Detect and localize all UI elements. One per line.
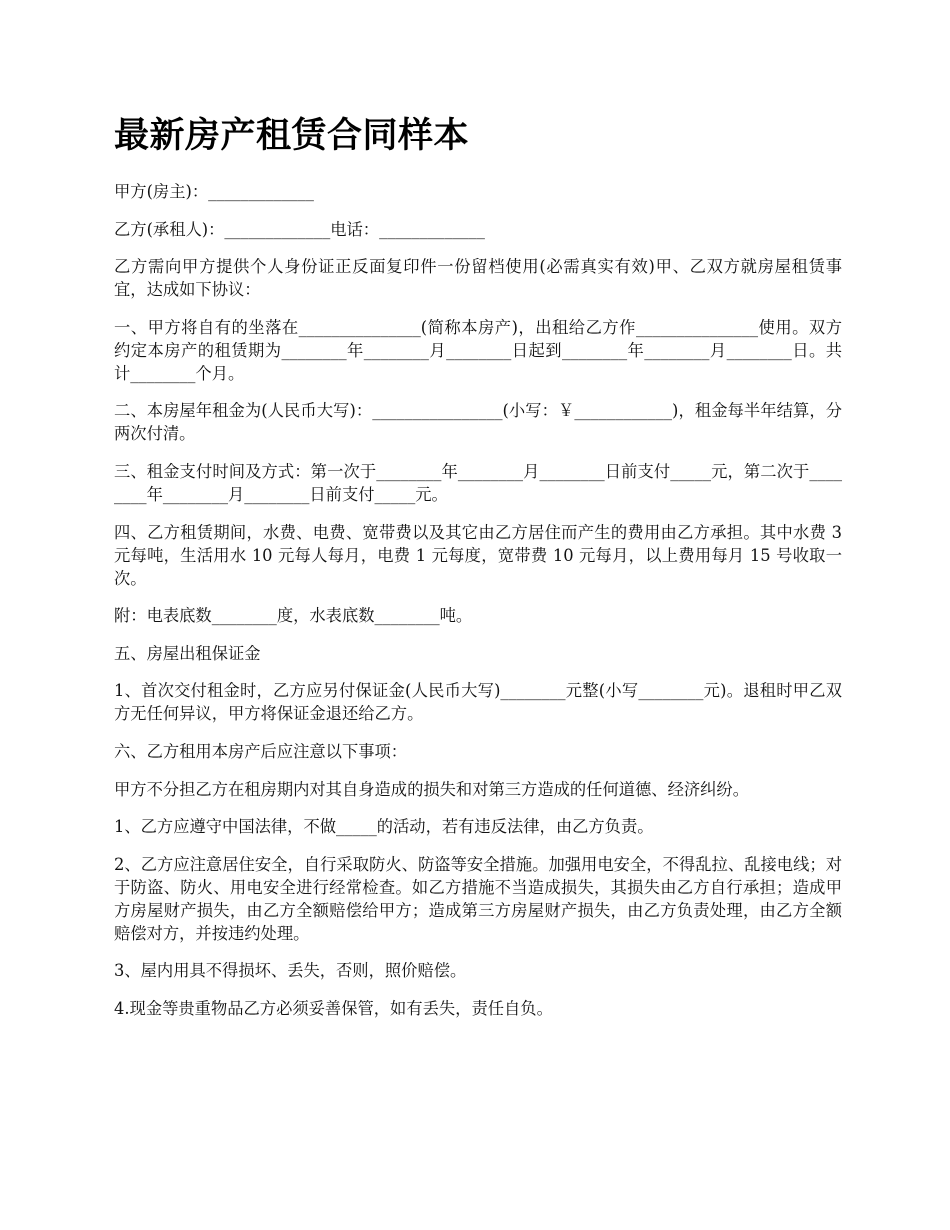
meter-readings: 附：电表底数________度，水表底数________吨。 <box>114 606 473 626</box>
note-item-1: 1、乙方应遵守中国法律，不做_____的活动，若有违反法律，由乙方负责。 <box>114 817 654 837</box>
tenant-line: 乙方(承租人)：_____________电话：_____________ <box>114 219 485 239</box>
note-item-4: 4.现金等贵重物品乙方必须妥善保管，如有丢失，责任自负。 <box>114 998 553 1018</box>
landlord-line: 甲方(房主)：_____________ <box>114 182 314 201</box>
deposit-item-1: 1、首次交付租金时，乙方应另付保证金(人民币大写)________元整(小写________元)。退租时甲乙双方无任何异议，甲方将保证金退还给乙方。 <box>114 681 842 724</box>
document-body <box>114 180 842 1035</box>
clause-2-rent: 二、本房屋年租金为(人民币大写)：________________(小写：￥____________)，租金每半年结算，分两次付清。 <box>114 401 842 444</box>
note-item-2: 2、乙方应注意居住安全，自行采取防火、防盗等安全措施。加强用电安全，不得乱拉、乱接电线；对于防盗、防火、用电安全进行经常检查。如乙方措施不当造成损失，其损失由乙方自行承担；造成甲方房屋财产损失，由乙方全额赔偿给甲方；造成第三方房屋财产损失，由乙方负责处理，由乙方全额赔偿对方，并按违约处理。 <box>114 854 842 943</box>
note-item-3: 3、屋内用具不得损坏、丢失，否则，照价赔偿。 <box>114 961 467 981</box>
liability-disclaimer: 甲方不分担乙方在租房期内对其自身造成的损失和对第三方造成的任何道德、经济纠纷。 <box>114 779 749 799</box>
clause-3-payment: 三、租金支付时间及方式：第一次于________年________月________日前支付_____元，第二次于________年________月________日前支付_____元。 <box>114 461 842 504</box>
document-title: 最新房产租赁合同样本 <box>114 116 470 156</box>
clause-6-heading-notes: 六、乙方租用本房产后应注意以下事项： <box>114 741 408 761</box>
intro-paragraph: 乙方需向甲方提供个人身份证正反面复印件一份留档使用(必需真实有效)甲、乙双方就房屋租赁事宜，达成如下协议： <box>114 257 842 300</box>
clause-1-location-term: 一、甲方将自有的坐落在_______________(简称本房产)，出租给乙方作_______________使用。双方约定本房产的租赁期为________年________月________日起到________年________月________日。共计________个月。 <box>114 317 842 383</box>
clause-4-utilities: 四、乙方租赁期间，水费、电费、宽带费以及其它由乙方居住而产生的费用由乙方承担。其中水费 3 元每吨，生活用水 10 元每人每月，电费 1 元每度，宽带费 10 元每月，以上费用每月 15 号收取一次。 <box>114 522 842 588</box>
clause-5-heading-deposit: 五、房屋出租保证金 <box>114 643 261 663</box>
